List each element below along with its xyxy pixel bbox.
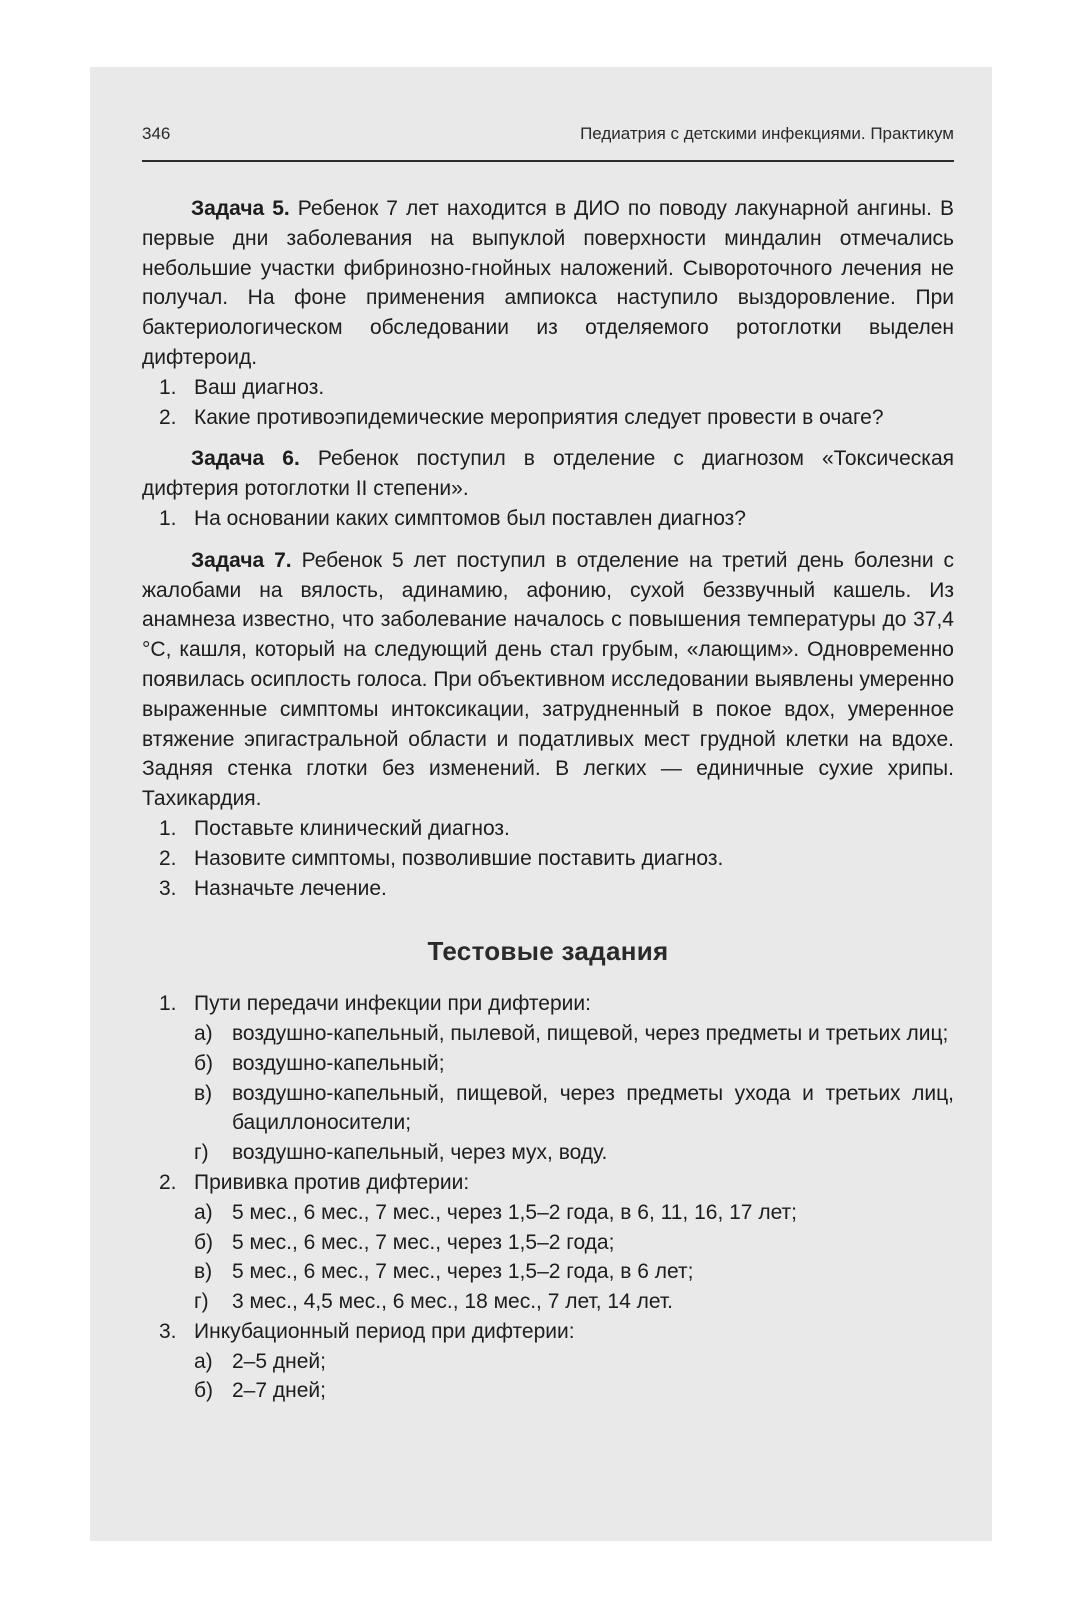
section-heading: Тестовые задания xyxy=(427,936,669,967)
option-letter: в) xyxy=(194,1081,213,1105)
question-text: Назначьте лечение. xyxy=(194,876,387,900)
test-number: 2. xyxy=(159,1170,177,1194)
test-option xyxy=(194,1228,954,1258)
test-option xyxy=(194,1019,954,1049)
test-options xyxy=(194,1347,954,1407)
test-number: 1. xyxy=(159,992,177,1016)
question-number: 3. xyxy=(159,876,177,900)
test-number: 3. xyxy=(159,1319,177,1343)
test-question: Пути передачи инфекции при дифтерии: xyxy=(194,992,591,1016)
test-question: Инкубационный период при дифтерии: xyxy=(194,1319,575,1343)
question-text: Назовите симптомы, позволившие поставить диагноз. xyxy=(194,846,724,870)
question-item xyxy=(142,814,954,844)
test-option xyxy=(194,1257,954,1287)
option-letter: а) xyxy=(194,1349,213,1373)
header-rule xyxy=(142,160,954,162)
option-text: 2–5 дней; xyxy=(232,1349,326,1373)
question-text: Ваш диагноз. xyxy=(194,375,325,399)
question-number: 2. xyxy=(159,846,177,870)
task-paragraph xyxy=(142,546,954,814)
page-header xyxy=(142,124,954,154)
question-number: 1. xyxy=(159,506,177,530)
test-item xyxy=(142,1168,954,1317)
page-body xyxy=(142,194,954,1406)
task-text: Ребенок поступил в отделение с диагнозом «Токсическая дифтерия ротоглотки II степени». xyxy=(142,447,954,501)
option-text: 5 мес., 6 мес., 7 мес., через 1,5–2 года, в 6 лет; xyxy=(232,1260,694,1284)
option-letter: б) xyxy=(194,1230,214,1254)
option-letter: а) xyxy=(194,1200,213,1224)
task-questions xyxy=(142,814,954,903)
task-text: Ребенок 7 лет находится в ДИО по поводу лакунарной ангины. В первые дни заболевания на выпуклой поверхности миндалин отмечались небольшие участки фибринозно-гнойных наложений. Сывороточного лечения не получал. На фоне применения ампиокса наступило выздоровление. При бактериологическом обследовании из отделяемого ротоглотки выделен дифтероид. xyxy=(142,197,954,369)
test-option xyxy=(194,1287,954,1317)
question-item xyxy=(142,874,954,904)
task-5 xyxy=(142,194,954,432)
option-letter: г) xyxy=(194,1290,209,1314)
test-list xyxy=(142,989,954,1406)
test-option xyxy=(194,1138,954,1168)
option-letter: б) xyxy=(194,1051,214,1075)
option-letter: в) xyxy=(194,1260,213,1284)
option-text: 5 мес., 6 мес., 7 мес., через 1,5–2 года; xyxy=(232,1230,615,1254)
test-item xyxy=(142,989,954,1168)
question-item xyxy=(142,373,954,403)
question-number: 1. xyxy=(159,375,177,399)
option-text: 2–7 дней; xyxy=(232,1379,326,1403)
task-label: Задача 7. xyxy=(191,548,292,572)
task-label: Задача 5. xyxy=(191,197,290,220)
test-option xyxy=(194,1198,954,1228)
option-text: 5 мес., 6 мес., 7 мес., через 1,5–2 года, в 6, 11, 16, 17 лет; xyxy=(232,1200,798,1224)
option-text: воздушно-капельный, пылевой, пищевой, через предметы и третьих лиц; xyxy=(232,1021,949,1045)
task-questions xyxy=(142,504,954,534)
question-number: 2. xyxy=(159,405,177,429)
test-option xyxy=(194,1079,954,1139)
question-item xyxy=(142,504,954,534)
test-options xyxy=(194,1198,954,1317)
page-number: 346 xyxy=(142,124,171,143)
option-text: воздушно-капельный; xyxy=(232,1051,445,1075)
question-text: На основании каких симптомов был поставлен диагноз? xyxy=(194,506,746,530)
test-option xyxy=(194,1347,954,1377)
task-label: Задача 6. xyxy=(191,447,300,471)
question-text: Поставьте клинический диагноз. xyxy=(194,816,510,840)
test-question: Прививка против дифтерии: xyxy=(194,1170,470,1194)
option-letter: г) xyxy=(194,1141,209,1165)
running-title: Педиатрия с детскими инфекциями. Практикум xyxy=(580,124,954,143)
book-page xyxy=(90,67,992,1541)
test-option xyxy=(194,1376,954,1406)
test-option xyxy=(194,1049,954,1079)
task-paragraph xyxy=(142,444,954,504)
task-6 xyxy=(142,444,954,533)
question-text: Какие противоэпидемические мероприятия следует провести в очаге? xyxy=(194,405,884,429)
option-text: воздушно-капельный, пищевой, через предметы ухода и третьих лиц, бациллоносители; xyxy=(232,1081,954,1135)
question-item xyxy=(142,403,954,433)
option-text: 3 мес., 4,5 мес., 6 мес., 18 мес., 7 лет, 14 лет. xyxy=(232,1290,673,1314)
question-item xyxy=(142,844,954,874)
test-options xyxy=(194,1019,954,1168)
question-number: 1. xyxy=(159,816,177,840)
option-letter: б) xyxy=(194,1379,214,1403)
option-text: воздушно-капельный, через мух, воду. xyxy=(232,1141,608,1165)
task-paragraph xyxy=(142,194,954,373)
task-7 xyxy=(142,546,954,904)
test-item xyxy=(142,1317,954,1406)
task-questions xyxy=(142,373,954,433)
option-letter: а) xyxy=(194,1021,213,1045)
task-text: Ребенок 5 лет поступил в отделение на третий день болезни с жалобами на вялость, адинамию, афонию, сухой беззвучный кашель. Из анамнеза известно, что заболевание началось с повышения температуры до 37,4 °С, кашля, который на следующий день стал грубым, «лающим». Одновременно появилась осиплость голоса. При объективном исследовании выявлены умеренно выраженные симптомы интоксикации, затрудненный в покое вдох, умеренное втяжение эпигастральной области и податливых мест грудной клетки на вдохе. Задняя стенка глотки без изменений. В легких — единичные сухие хрипы. Тахикардия. xyxy=(142,548,954,811)
